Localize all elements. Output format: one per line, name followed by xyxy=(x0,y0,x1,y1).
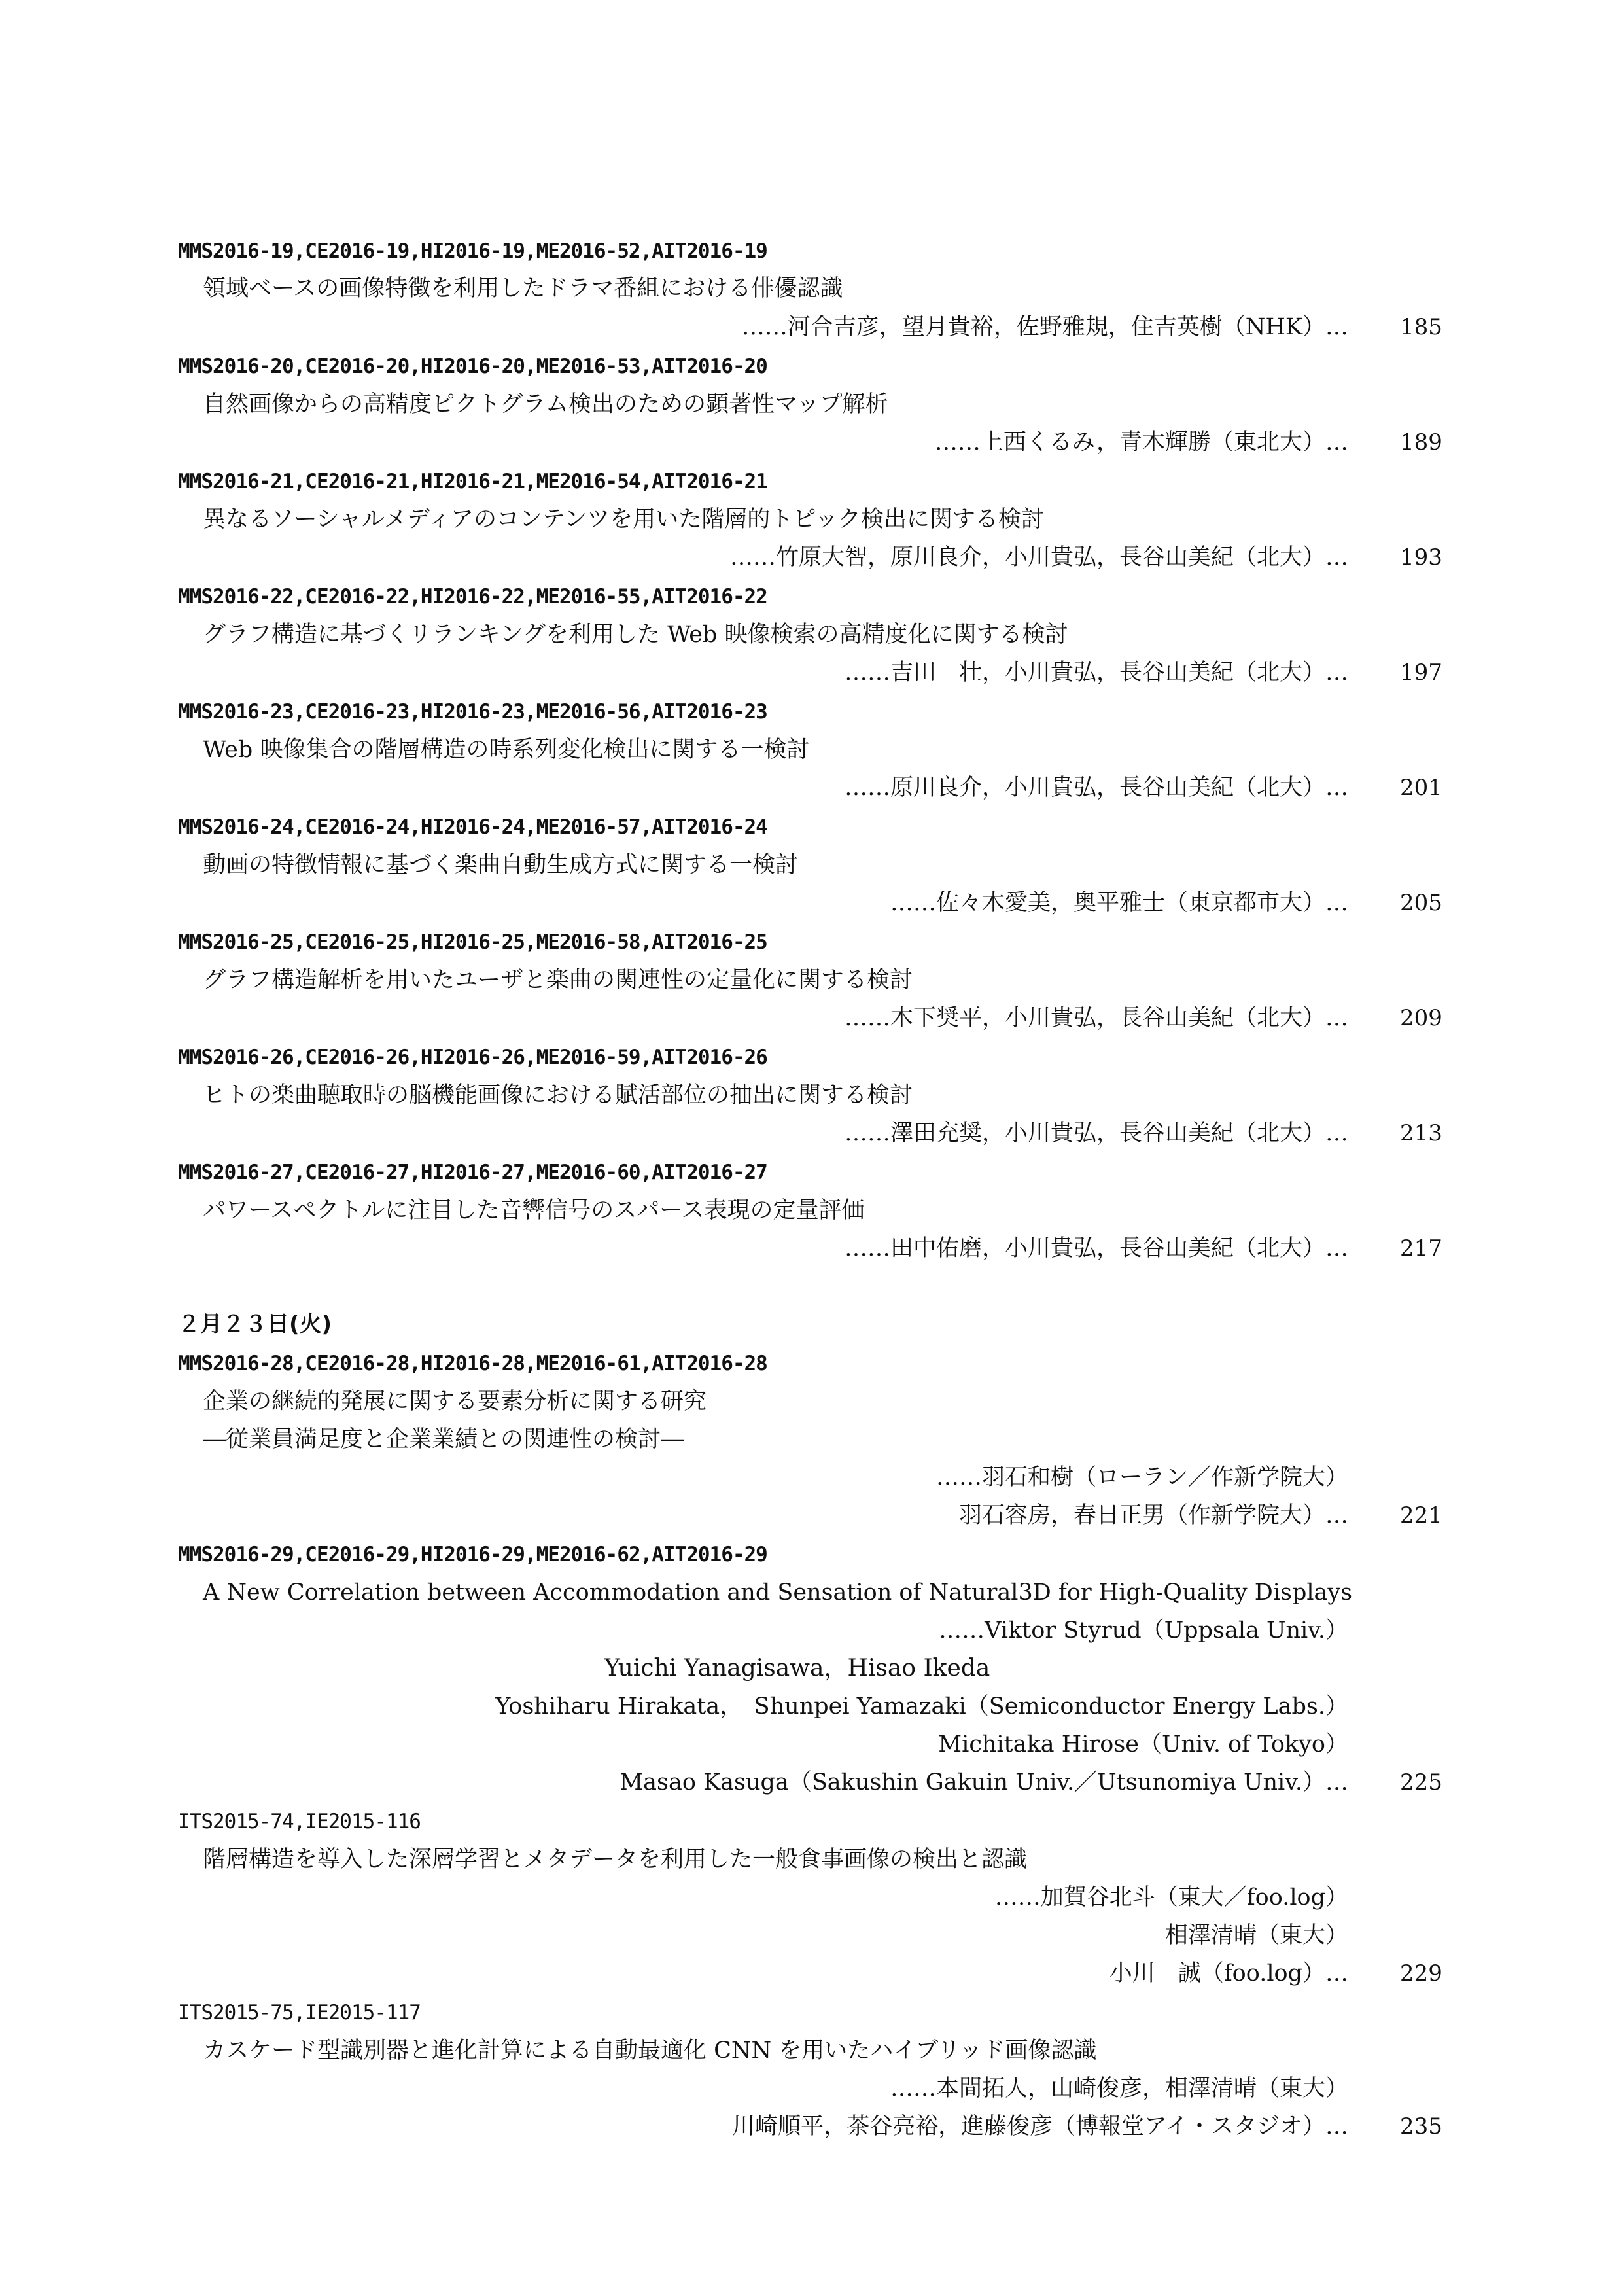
entry-authors: ……羽石和樹（ローラン／作新学院大） xyxy=(935,1464,1348,1491)
entry-authors: ……佐々木愛美，奥平雅士（東京都市大）… xyxy=(890,890,1348,916)
entry-authors: Michitaka Hirose（Univ. of Tokyo） xyxy=(938,1731,1348,1757)
entry-authors: ……上西くるみ，青木輝勝（東北大）… xyxy=(934,429,1348,455)
date-heading: ２月２３日(火) xyxy=(178,1311,332,1337)
entry-code: ITS2015-74,IE2015-116 xyxy=(178,1810,421,1833)
entry-page: 201 xyxy=(1400,775,1442,801)
entry-page: 209 xyxy=(1400,1005,1442,1031)
entry-page: 197 xyxy=(1400,660,1442,686)
entry-code: MMS2016-27,CE2016-27,HI2016-27,ME2016-60,AIT2016-27 xyxy=(178,1161,767,1184)
entry-authors: Masao Kasuga（Sakushin Gakuin Univ.／Utsunomiya Univ.）… xyxy=(620,1769,1348,1795)
entry-authors: Yuichi Yanagisawa，Hisao Ikeda xyxy=(604,1655,990,1682)
entry-page: 205 xyxy=(1400,890,1442,916)
entry-title: 企業の継続的発展に関する要素分析に関する研究 xyxy=(203,1388,707,1415)
entry-authors: ……加賀谷北斗（東大／foo.log） xyxy=(994,1884,1348,1911)
entry-code: MMS2016-22,CE2016-22,HI2016-22,ME2016-55,AIT2016-22 xyxy=(178,585,767,609)
entry-authors: ……澤田充奨，小川貴弘，長谷山美紀（北大）… xyxy=(844,1120,1348,1146)
entry-code: MMS2016-29,CE2016-29,HI2016-29,ME2016-62,AIT2016-29 xyxy=(178,1543,767,1566)
entry-title: グラフ構造に基づくリランキングを利用した Web 映像検索の高精度化に関する検討 xyxy=(203,622,1068,648)
entry-title: 自然画像からの高精度ピクトグラム検出のための顕著性マップ解析 xyxy=(203,391,888,417)
entry-page: 221 xyxy=(1400,1502,1442,1528)
entry-authors: 相澤清晴（東大） xyxy=(1164,1922,1348,1949)
entry-authors: ……竹原大智，原川良介，小川貴弘，長谷山美紀（北大）… xyxy=(729,544,1348,571)
entry-title: Web 映像集合の階層構造の時系列変化検出に関する一検討 xyxy=(203,737,810,763)
entry-authors: 羽石容房，春日正男（作新学院大）… xyxy=(958,1502,1348,1528)
entry-code: MMS2016-26,CE2016-26,HI2016-26,ME2016-59,AIT2016-26 xyxy=(178,1046,767,1069)
entry-page: 225 xyxy=(1400,1769,1442,1795)
entry-page: 189 xyxy=(1400,429,1442,455)
entry-authors: ……原川良介，小川貴弘，長谷山美紀（北大）… xyxy=(844,775,1348,801)
entry-title: A New Correlation between Accommodation and Sensation of Natural3D for High-Quality Displays xyxy=(203,1580,1353,1606)
entry-authors: ……吉田 壮，小川貴弘，長谷山美紀（北大）… xyxy=(844,660,1348,686)
entry-authors: ……本間拓人，山崎俊彦，相澤清晴（東大） xyxy=(890,2075,1348,2102)
entry-authors: Yoshiharu Hirakata， Shunpei Yamazaki（Semiconductor Energy Labs.） xyxy=(495,1693,1348,1720)
entry-title: 領域ベースの画像特徴を利用したドラマ番組における俳優認識 xyxy=(203,275,843,302)
entry-code: ITS2015-75,IE2015-117 xyxy=(178,2001,421,2024)
entry-subtitle: ―従業員満足度と企業業績との関連性の検討― xyxy=(203,1426,684,1453)
entry-title: 動画の特徴情報に基づく楽曲自動生成方式に関する一検討 xyxy=(203,852,799,878)
entry-page: 193 xyxy=(1400,544,1442,571)
entry-authors: 小川 誠（foo.log）… xyxy=(1109,1960,1348,1987)
entry-page: 213 xyxy=(1400,1120,1442,1146)
entry-authors: ……田中佑磨，小川貴弘，長谷山美紀（北大）… xyxy=(844,1235,1348,1262)
entry-page: 217 xyxy=(1400,1235,1442,1262)
entry-page: 185 xyxy=(1400,314,1442,340)
entry-authors: ……河合吉彦，望月貴裕，佐野雅規，住吉英樹（NHK）… xyxy=(741,314,1348,340)
entry-code: MMS2016-20,CE2016-20,HI2016-20,ME2016-53,AIT2016-20 xyxy=(178,355,767,378)
entry-title: ヒトの楽曲聴取時の脳機能画像における賦活部位の抽出に関する検討 xyxy=(203,1082,913,1108)
entry-page: 235 xyxy=(1400,2113,1442,2140)
entry-title: カスケード型識別器と進化計算による自動最適化 CNN を用いたハイブリッド画像認識 xyxy=(203,2038,1097,2064)
entry-code: MMS2016-23,CE2016-23,HI2016-23,ME2016-56,AIT2016-23 xyxy=(178,700,767,724)
entry-page: 229 xyxy=(1400,1960,1442,1987)
entry-code: MMS2016-19,CE2016-19,HI2016-19,ME2016-52,AIT2016-19 xyxy=(178,239,767,263)
entry-title: パワースペクトルに注目した音響信号のスパース表現の定量評価 xyxy=(203,1197,865,1224)
entry-code: MMS2016-24,CE2016-24,HI2016-24,ME2016-57,AIT2016-24 xyxy=(178,815,767,839)
entry-code: MMS2016-21,CE2016-21,HI2016-21,ME2016-54,AIT2016-21 xyxy=(178,470,767,493)
entry-title: グラフ構造解析を用いたユーザと楽曲の関連性の定量化に関する検討 xyxy=(203,967,913,993)
entry-authors: 川崎順平，茶谷亮裕，進藤俊彦（博報堂アイ・スタジオ）… xyxy=(732,2113,1348,2140)
entry-code: MMS2016-28,CE2016-28,HI2016-28,ME2016-61,AIT2016-28 xyxy=(178,1352,767,1375)
entry-title: 階層構造を導入した深層学習とメタデータを利用した一般食事画像の検出と認識 xyxy=(203,1846,1028,1873)
entry-title: 異なるソーシャルメディアのコンテンツを用いた階層的トピック検出に関する検討 xyxy=(203,506,1044,533)
entry-authors: ……木下奨平，小川貴弘，長谷山美紀（北大）… xyxy=(844,1005,1348,1031)
entry-code: MMS2016-25,CE2016-25,HI2016-25,ME2016-58,AIT2016-25 xyxy=(178,930,767,954)
entry-authors: ……Viktor Styrud（Uppsala Univ.） xyxy=(939,1617,1348,1644)
